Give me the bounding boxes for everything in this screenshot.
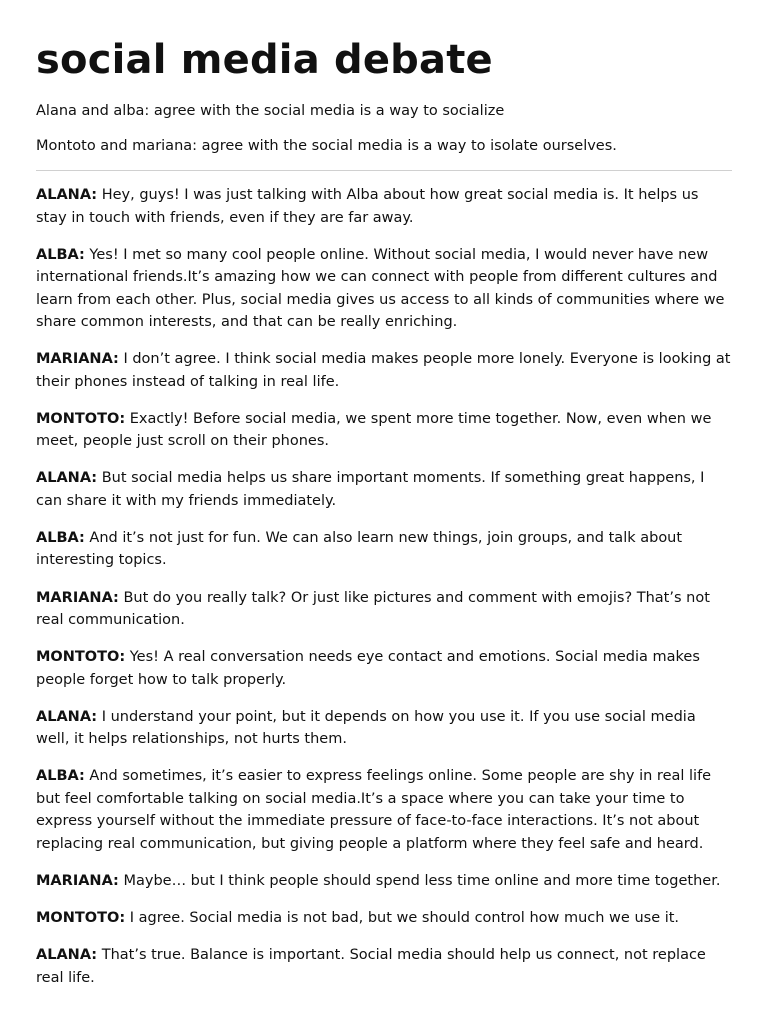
dialogue-text: I agree. Social media is not bad, but we should control how much we use it. — [129, 910, 680, 927]
dialogue-text: Exactly! Before social media, we spent more time together. Now, even when we meet, people just scroll on their phones. — [36, 410, 712, 450]
dialogue-turn — [36, 348, 732, 393]
dialogue-section — [36, 184, 732, 989]
speaker-label: ALANA: — [36, 708, 98, 725]
dialogue-text: Hey, guys! I was just talking with Alba about how great social media is. It helps us stay in touch with friends, even if they are far away. — [36, 187, 699, 226]
dialogue-turn — [36, 706, 732, 751]
speaker-label: MONTOTO: — [36, 410, 126, 427]
speaker-label: ALANA: — [36, 187, 98, 203]
dialogue-text: I don’t agree. I think social media makes people more lonely. Everyone is looking at their phones instead of talking in real life. — [36, 351, 731, 390]
dialogue-text: And sometimes, it’s easier to express feelings online. Some people are shy in real life but feel comfortable talking on social media.It’s a space where you can take your time to express yourself without the immediate pressure of face-to-face interactions. It’s not about replacing real communication, but giving people a platform where they feel safe and heard. — [36, 768, 712, 852]
dialogue-turn — [36, 944, 732, 989]
speaker-label: MONTOTO: — [36, 910, 126, 927]
dialogue-text: Yes! A real conversation needs eye contact and emotions. Social media makes people forget how to talk properly. — [36, 649, 700, 688]
dialogue-text: But do you really talk? Or just like pictures and comment with emojis? That’s not real communication. — [36, 589, 710, 629]
intro-line: Montoto and mariana: agree with the social media is a way to isolate ourselves. — [36, 138, 617, 154]
speaker-label: ALBA: — [36, 529, 85, 546]
dialogue-turn — [36, 907, 732, 930]
dialogue-text: And it’s not just for fun. We can also learn new things, join groups, and talk about interesting topics. — [36, 529, 683, 569]
dialogue-turn — [36, 244, 732, 334]
page-title: social media debate — [36, 37, 493, 83]
speaker-label: MONTOTO: — [36, 649, 126, 666]
dialogue-turn — [36, 184, 732, 229]
divider — [36, 170, 732, 171]
dialogue-text: That’s true. Balance is important. Social media should help us connect, not replace real life. — [36, 947, 706, 986]
dialogue-turn — [36, 408, 732, 453]
speaker-label: MARIANA: — [36, 872, 119, 889]
dialogue-text: I understand your point, but it depends on how you use it. If you use social media well, it helps relationships, not hurts them. — [36, 708, 696, 748]
dialogue-turn — [36, 527, 732, 572]
intro-section — [36, 100, 732, 157]
speaker-label: MARIANA: — [36, 351, 119, 368]
dialogue-text: Yes! I met so many cool people online. Without social media, I would never have new international friends.It’s amazing how we can connect with people from different cultures and learn from each other. Plus, social media gives us access to all kinds of communities where we share common interests, and that can be really enriching. — [36, 246, 725, 331]
dialogue-text: Maybe… but I think people should spend less time online and more time together. — [123, 872, 721, 889]
speaker-label: ALANA: — [36, 470, 98, 487]
speaker-label: ALANA: — [36, 947, 98, 964]
speaker-label: ALBA: — [36, 246, 85, 263]
dialogue-turn — [36, 870, 732, 893]
speaker-label: MARIANA: — [36, 589, 119, 606]
dialogue-turn — [36, 646, 732, 691]
dialogue-turn — [36, 467, 732, 512]
intro-line: Alana and alba: agree with the social media is a way to socialize — [36, 103, 505, 119]
dialogue-turn — [36, 765, 732, 855]
dialogue-turn — [36, 587, 732, 632]
dialogue-text: But social media helps us share important moments. If something great happens, I can share it with my friends immediately. — [36, 470, 705, 509]
speaker-label: ALBA: — [36, 768, 85, 785]
